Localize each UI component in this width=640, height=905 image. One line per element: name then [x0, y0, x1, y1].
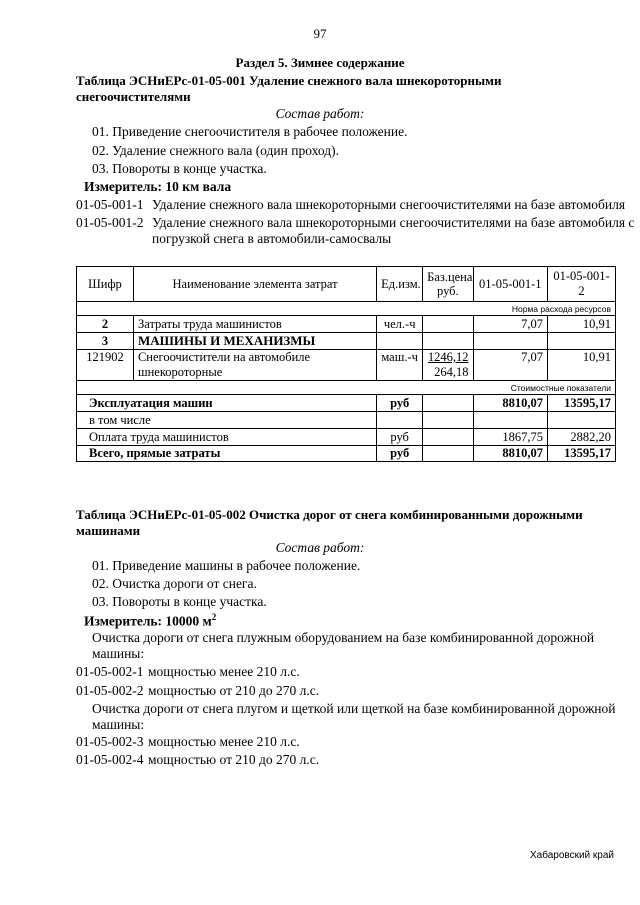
- row-value-1: 8810,07: [473, 395, 547, 412]
- row-name: Оплата труда машинистов: [77, 429, 377, 446]
- row-value-1: 7,07: [473, 316, 547, 333]
- cost-label-row: [77, 381, 616, 395]
- empty-cell: [423, 446, 473, 462]
- row-name: МАШИНЫ И МЕХАНИЗМЫ: [133, 333, 376, 350]
- table2-meter-text: Измеритель: 10000 м: [84, 613, 212, 629]
- row-unit: руб: [377, 446, 423, 462]
- table-row: [77, 395, 616, 412]
- row-value-2: 10,91: [548, 316, 616, 333]
- row-price: [423, 350, 473, 381]
- row-unit: маш.-ч: [377, 350, 423, 381]
- table2-work-item: 02. Очистка дороги от снега.: [92, 576, 257, 591]
- row-unit: руб: [377, 429, 423, 446]
- empty-cell: [377, 412, 423, 429]
- row-code: 2: [77, 316, 134, 333]
- table2-meter: [84, 612, 216, 630]
- row-value-2: 13595,17: [548, 446, 616, 462]
- table2-works-heading: Состав работ:: [275, 540, 365, 555]
- col-header-rate-2: 01-05-001-2: [548, 267, 616, 302]
- footer-region: Хабаровский край: [529, 850, 614, 861]
- row-name: Затраты труда машинистов: [133, 316, 376, 333]
- cost-table: [76, 266, 616, 462]
- table2-code-desc: мощностью от 210 до 270 л.с.: [148, 683, 320, 698]
- empty-cell: [423, 429, 473, 446]
- table2-code: 01-05-002-1: [76, 664, 144, 679]
- table-header-row: [77, 267, 616, 302]
- table1-work-item: 03. Повороты в конце участка.: [92, 161, 267, 176]
- row-unit: чел.-ч: [377, 316, 423, 333]
- table2-group1-line1: Очистка дороги от снега плужным оборудованием на базе комбинированной дорожной: [92, 630, 595, 645]
- table2-title-line1: Таблица ЭСНиЕРс-01-05-002 Очистка дорог от снега комбинированными дорожными: [76, 507, 583, 522]
- page-number: 97: [313, 26, 327, 41]
- row-code: 3: [77, 333, 134, 350]
- row-price: [423, 316, 473, 333]
- table2-code-desc: мощностью менее 210 л.с.: [148, 734, 300, 749]
- empty-cell: [473, 412, 547, 429]
- empty-cell: [548, 412, 616, 429]
- row-price-line: 1246,12: [427, 350, 469, 364]
- table-row: [77, 446, 616, 462]
- table2-group2-line1: Очистка дороги от снега плугом и щеткой или щеткой на базе комбинированной дорожной: [92, 701, 616, 716]
- table2-code: 01-05-002-4: [76, 752, 144, 767]
- row-code: 121902: [77, 350, 134, 381]
- cost-label: Стоимостные показатели: [77, 381, 616, 395]
- row-price-line: 264,18: [434, 365, 469, 379]
- table1-code: 01-05-001-1: [76, 197, 144, 212]
- table1-title-line1: Таблица ЭСНиЕРс-01-05-001 Удаление снежного вала шнекороторными: [76, 73, 502, 88]
- col-header-code: Шифр: [77, 267, 134, 302]
- table1-work-item: 02. Удаление снежного вала (один проход).: [92, 143, 339, 158]
- table-row: [77, 316, 616, 333]
- table1-code: 01-05-001-2: [76, 215, 144, 230]
- col-header-base-price: Баз.цена руб.: [423, 267, 473, 302]
- norm-label-row: [77, 302, 616, 316]
- empty-cell: [548, 333, 616, 350]
- empty-cell: [423, 412, 473, 429]
- table1-work-item: 01. Приведение снегоочистителя в рабочее положение.: [92, 124, 408, 139]
- table2-group2-line2: машины:: [92, 717, 145, 732]
- empty-cell: [473, 333, 547, 350]
- row-name: в том числе: [77, 412, 377, 429]
- section-title: Раздел 5. Зимнее содержание: [235, 55, 405, 70]
- table-row: [77, 350, 616, 381]
- table2-code: 01-05-002-3: [76, 734, 144, 749]
- col-header-rate-1: 01-05-001-1: [473, 267, 547, 302]
- table2-code: 01-05-002-2: [76, 683, 144, 698]
- row-value-2: 13595,17: [548, 395, 616, 412]
- table2-group1-line2: машины:: [92, 646, 145, 661]
- row-name-line: Снегоочистители на автомобиле: [137, 350, 311, 364]
- table2-meter-sup: 2: [211, 612, 217, 622]
- row-name: Эксплуатация машин: [77, 395, 377, 412]
- table1-code-desc-cont: погрузкой снега в автомобили-самосвалы: [152, 231, 392, 246]
- table-row: [77, 412, 616, 429]
- table1-code-desc: Удаление снежного вала шнекороторными снегоочистителями на базе автомобиля: [152, 197, 626, 212]
- empty-cell: [377, 333, 423, 350]
- table-row: [77, 429, 616, 446]
- row-value-2: 2882,20: [548, 429, 616, 446]
- empty-cell: [423, 333, 473, 350]
- row-value-1: 1867,75: [473, 429, 547, 446]
- table2-work-item: 03. Повороты в конце участка.: [92, 594, 267, 609]
- row-value-1: 8810,07: [473, 446, 547, 462]
- col-header-unit: Ед.изм.: [377, 267, 423, 302]
- table1-title-line2: снегоочистителями: [76, 89, 191, 104]
- row-value-2: 10,91: [548, 350, 616, 381]
- table1-code-desc: Удаление снежного вала шнекороторными снегоочистителями на базе автомобиля с: [152, 215, 635, 230]
- row-unit: руб: [377, 395, 423, 412]
- col-header-name: Наименование элемента затрат: [133, 267, 376, 302]
- table1-works-heading: Состав работ:: [275, 106, 365, 121]
- table-row: [77, 333, 616, 350]
- row-value-1: 7,07: [473, 350, 547, 381]
- table1-meter: Измеритель: 10 км вала: [84, 179, 232, 194]
- row-name-line: шнекороторные: [137, 365, 223, 379]
- empty-cell: [423, 395, 473, 412]
- row-name: Всего, прямые затраты: [77, 446, 377, 462]
- row-name: [133, 350, 376, 381]
- table2-title-line2: машинами: [76, 523, 141, 538]
- table2-work-item: 01. Приведение машины в рабочее положение.: [92, 558, 361, 573]
- norm-label: Норма расхода ресурсов: [77, 302, 616, 316]
- table2-code-desc: мощностью от 210 до 270 л.с.: [148, 752, 320, 767]
- table2-code-desc: мощностью менее 210 л.с.: [148, 664, 300, 679]
